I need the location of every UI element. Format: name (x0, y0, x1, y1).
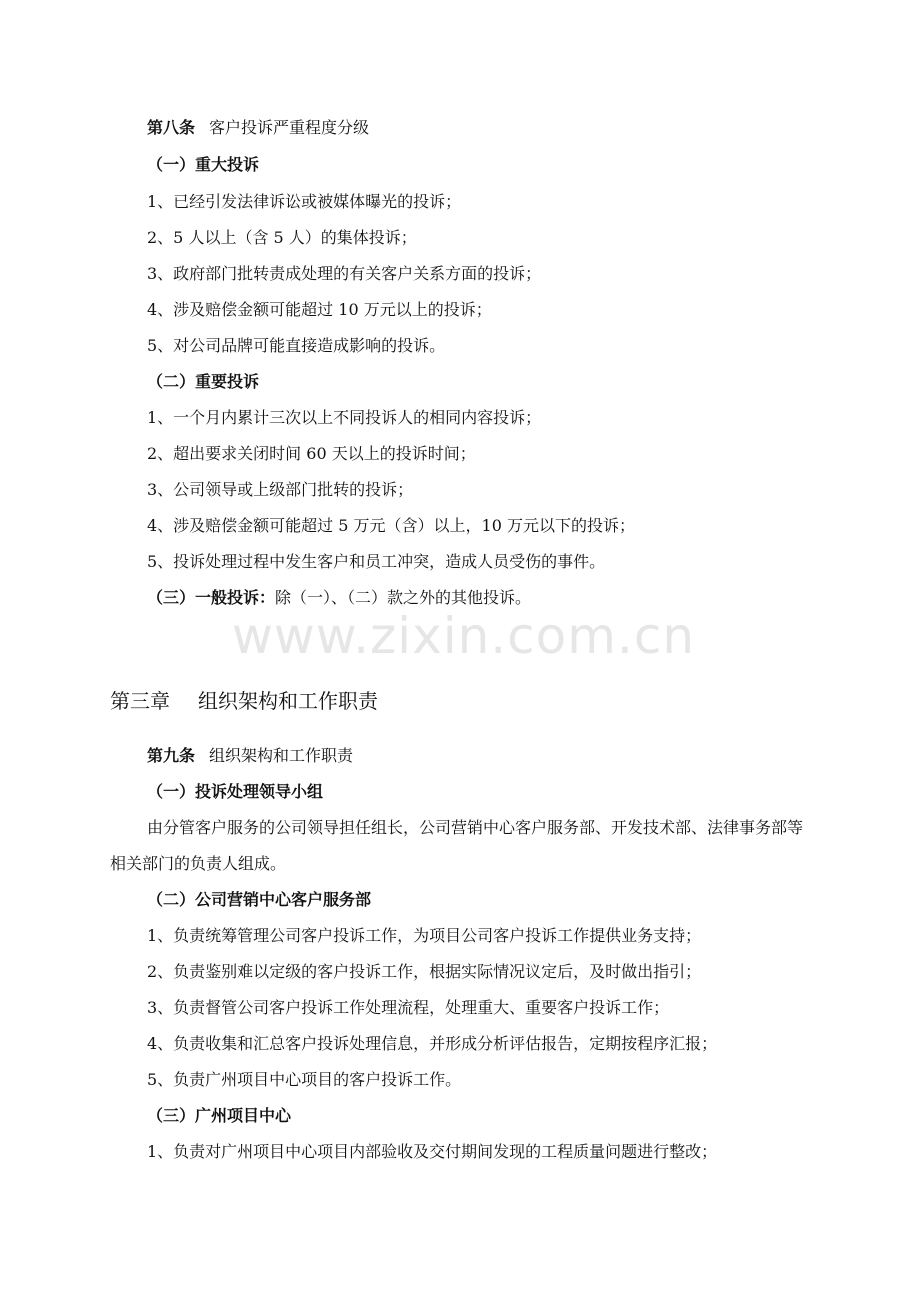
chapter-3-heading (110, 688, 378, 714)
section-gz-center: （三）广州项目中心 (147, 1106, 292, 1125)
article-8-heading (147, 118, 369, 138)
list-item: 3、政府部门批转责成处理的有关客户关系方面的投诉； (147, 264, 542, 283)
section-important-complaint: （二）重要投诉 (147, 372, 260, 391)
list-item: 2、负责鉴别难以定级的客户投诉工作，根据实际情况议定后，及时做出指引； (147, 962, 702, 981)
list-item: 5、投诉处理过程中发生客户和员工冲突，造成人员受伤的事件。 (147, 552, 606, 571)
watermark: www.zixin.com.cn (232, 607, 696, 665)
list-item: 1、已经引发法律诉讼或被媒体曝光的投诉； (147, 192, 462, 211)
article-title: 组织架构和工作职责 (209, 746, 354, 765)
list-item: 1、一个月内累计三次以上不同投诉人的相同内容投诉； (147, 408, 542, 427)
section-major-complaint: （一）重大投诉 (147, 155, 260, 174)
list-item: 1、负责统筹管理公司客户投诉工作，为项目公司客户投诉工作提供业务支持； (147, 926, 702, 945)
leader-group-paragraph: 由分管客户服务的公司领导担任组长，公司营销中心客户服务部、开发技术部、法律事务部等相关部门的负责人组成。 (110, 818, 804, 873)
list-item: 5、对公司品牌可能直接造成影响的投诉。 (147, 336, 446, 355)
list-item: 5、负责广州项目中心项目的客户投诉工作。 (147, 1070, 462, 1089)
list-item: 1、负责对广州项目中心项目内部验收及交付期间发现的工程质量问题进行整改； (147, 1142, 718, 1161)
article-title: 客户投诉严重程度分级 (209, 118, 370, 137)
article-9-heading (147, 746, 353, 766)
section-service-dept: （二）公司营销中心客户服务部 (147, 890, 372, 909)
list-item: 4、涉及赔偿金额可能超过 10 万元以上的投诉； (147, 300, 492, 319)
chapter-title: 组织架构和工作职责 (198, 689, 378, 713)
list-item: 4、负责收集和汇总客户投诉处理信息，并形成分析评估报告，定期按程序汇报； (147, 1034, 718, 1053)
section-general-complaint (147, 588, 531, 608)
article-label: 第九条 (147, 746, 196, 765)
chapter-label: 第三章 (110, 689, 170, 713)
article-label: 第八条 (147, 118, 196, 137)
section-leader-group: （一）投诉处理领导小组 (147, 782, 324, 801)
list-item: 2、超出要求关闭时间 60 天以上的投诉时间； (147, 444, 476, 463)
general-complaint-text: 除（一）、（二）款之外的其他投诉。 (275, 588, 532, 607)
list-item: 2、5 人以上（含 5 人）的集体投诉； (147, 228, 417, 247)
list-item: 4、涉及赔偿金额可能超过 5 万元（含）以上，10 万元以下的投诉； (147, 516, 635, 535)
list-item: 3、公司领导或上级部门批转的投诉； (147, 480, 414, 499)
general-complaint-title: （三）一般投诉： (147, 588, 276, 607)
list-item: 3、负责督管公司客户投诉工作处理流程，处理重大、重要客户投诉工作； (147, 998, 670, 1017)
